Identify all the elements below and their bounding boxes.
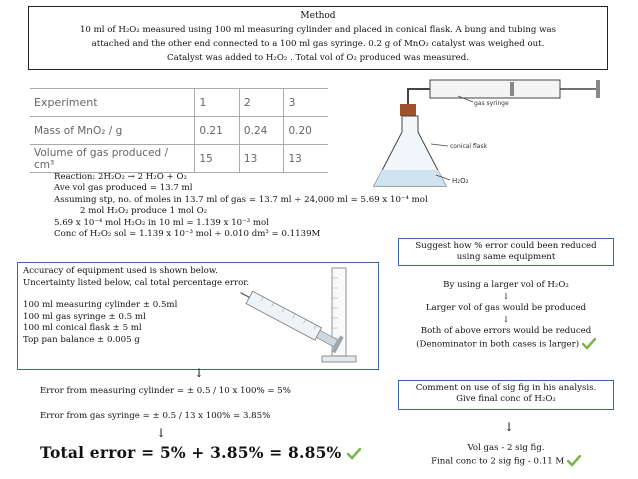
down-arrow-icon: ↓ xyxy=(156,426,167,440)
suggest-point: Both of above errors would be reduced xyxy=(420,326,592,336)
table-cell: Volume of gas produced / cm³ xyxy=(30,145,195,173)
down-arrow-icon: ↓ xyxy=(504,420,515,434)
comment-point: Vol gas - 2 sig fig. xyxy=(467,443,545,453)
equipment-illustration xyxy=(226,262,376,368)
table-cell: 0.24 xyxy=(239,117,284,145)
calculation-block xyxy=(54,172,428,240)
method-line-2: attached and the other end connected to a 100 ml gas syringe. 0.2 g of MnO₂ catalyst was weighed out. xyxy=(91,39,545,49)
check-icon xyxy=(582,338,596,350)
equipment-item: 100 ml gas syringe ± 0.5 ml xyxy=(23,311,146,322)
total-error-text: Total error = 5% + 3.85% = 8.85% xyxy=(40,443,342,462)
equipment-item: Top pan balance ± 0.005 g xyxy=(23,334,140,345)
calc-line: 2 mol H₂O₂ produce 1 mol O₂ xyxy=(80,206,208,217)
suggest-point: (Denominator in both cases is larger) xyxy=(398,338,614,351)
table-cell: 1 xyxy=(195,89,240,117)
suggest-title: using same equipment xyxy=(456,252,556,262)
equipment-item: 100 ml conical flask ± 5 ml xyxy=(23,323,142,333)
table-cell: 13 xyxy=(239,145,284,173)
method-line-1: 10 ml of H₂O₂ measured using 100 ml measuring cylinder and placed in conical flask. A bung and tubing was xyxy=(79,25,557,35)
accuracy-line: Accuracy of equipment used is shown below. xyxy=(23,266,218,276)
down-arrow-icon: ↓ xyxy=(194,366,205,380)
suggest-title: Suggest how % error could been reduced xyxy=(415,241,597,251)
calc-line: Ave vol gas produced = 13.7 ml xyxy=(54,183,193,194)
suggest-box xyxy=(398,238,614,266)
table-cell: 0.20 xyxy=(284,117,328,145)
down-arrow-icon: ↓ xyxy=(502,291,510,302)
table-header-row xyxy=(30,89,328,117)
method-title: Method xyxy=(300,11,336,21)
check-icon xyxy=(347,448,361,460)
cylinder-base xyxy=(322,356,356,362)
syringe xyxy=(236,285,343,353)
syringe-plunger-head xyxy=(510,82,514,96)
bung xyxy=(400,104,416,116)
table-cell: 3 xyxy=(284,89,328,117)
table-cell: Mass of MnO₂ / g xyxy=(30,117,195,145)
error-cylinder: Error from measuring cylinder = ± 0.5 / 10 x 100% = 5% xyxy=(40,386,291,396)
down-arrow-icon: ↓ xyxy=(502,314,510,325)
experiment-table xyxy=(30,88,328,173)
table-row xyxy=(30,145,328,173)
suggest-answer xyxy=(398,280,614,351)
comment-point: Final conc to 2 sig fig - 0.11 M xyxy=(398,455,614,468)
comment-title: Give final conc of H₂O₂ xyxy=(456,394,556,404)
calc-line: 5.69 x 10⁻⁴ mol H₂O₂ in 10 ml = 1.139 x 10⁻³ mol xyxy=(54,217,269,228)
suggest-point: By using a larger vol of H₂O₂ xyxy=(443,280,569,290)
calc-line: Assuming stp, no. of moles in 13.7 ml of gas = 13.7 ml ÷ 24,000 ml = 5.69 x 10⁻⁴ mol xyxy=(54,194,428,205)
table-cell: 0.21 xyxy=(195,117,240,145)
accuracy-line: Uncertainty listed below, cal total percentage error. xyxy=(23,277,250,288)
calc-line: Reaction: 2H₂O₂ → 2 H₂O + O₂ xyxy=(54,172,187,182)
table-cell: 2 xyxy=(239,89,284,117)
total-error xyxy=(40,443,361,462)
method-line-3: Catalyst was added to H₂O₂ . Total vol of O₂ produced was measured. xyxy=(167,53,469,63)
error-syringe: Error from gas syringe = ± 0.5 / 13 x 100% = 3.85% xyxy=(40,411,271,421)
comment-box xyxy=(398,380,614,410)
table-row xyxy=(30,117,328,145)
table-cell: Experiment xyxy=(30,89,195,117)
suggest-point: Larger vol of gas would be produced xyxy=(425,303,587,313)
tubing xyxy=(408,89,430,104)
gas-syringe-label: gas syringe xyxy=(474,100,509,107)
method-box xyxy=(28,6,608,70)
conical-flask-label: conical flask xyxy=(450,143,488,150)
gas-syringe-barrel xyxy=(430,80,560,98)
comment-answer xyxy=(398,443,614,468)
syringe-plunger-end xyxy=(596,80,600,98)
equipment-item: 100 ml measuring cylinder ± 0.5ml xyxy=(23,300,178,310)
h2o2-label: H₂O₂ xyxy=(452,177,469,185)
table-cell: 13 xyxy=(284,145,328,173)
calc-line: Conc of H₂O₂ sol = 1.139 x 10⁻³ mol ÷ 0.010 dm³ = 0.1139M xyxy=(54,229,321,240)
comment-title: Comment on use of sig fig in his analysis. xyxy=(415,383,597,393)
check-icon xyxy=(567,455,581,467)
table-cell: 15 xyxy=(195,145,240,173)
